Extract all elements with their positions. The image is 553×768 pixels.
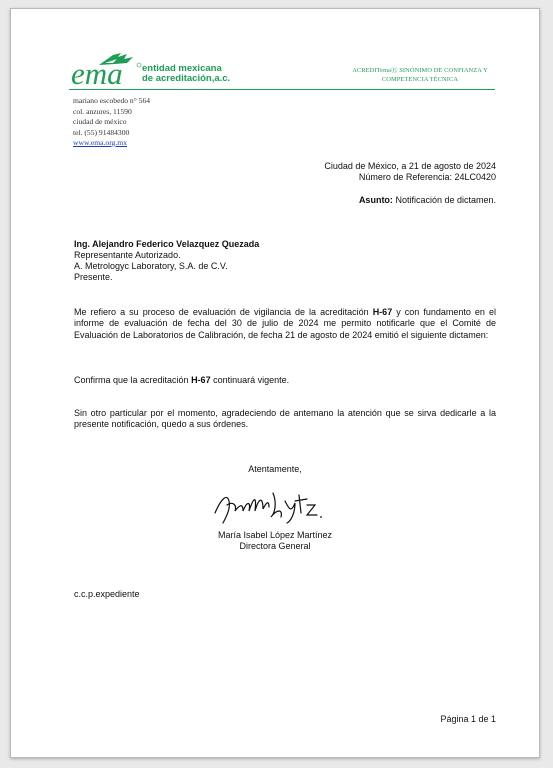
- closing-salutation: Atentamente,: [248, 464, 302, 474]
- ema-logo: [69, 51, 147, 89]
- p1-text-a: Me refiero a su proceso de evaluación de vigilancia de la acreditación: [74, 307, 373, 317]
- p2-accreditation-code: H-67: [191, 375, 211, 385]
- p2-text-b: continuará vigente.: [210, 375, 290, 385]
- subject-text: Notificación de dictamen.: [392, 195, 496, 205]
- p1-text-b: y con fundamento en el informe de evaluación de fecha del 30 de julio de 2024 me permito notificarle que el Comité de Evaluación de Laboratorios de Calibración, de fecha 21 de agosto de 2024 emitió el siguiente dictamen:: [74, 307, 496, 340]
- p2-text-a: Confirma que la acreditación: [74, 375, 192, 385]
- handwritten-signature: [211, 479, 331, 529]
- org-name-line1: entidad mexicana: [142, 63, 222, 74]
- header-tagline: [329, 67, 511, 84]
- place-date: Ciudad de México, a 21 de agosto de 2024: [324, 161, 496, 171]
- tagline-line2: COMPETENCIA TÉCNICA: [381, 75, 459, 83]
- addressee-name: Ing. Alejandro Federico Velazquez Quezada: [74, 239, 260, 249]
- p1-accreditation-code: H-67: [372, 307, 393, 317]
- subject-line: [359, 195, 496, 206]
- body-paragraph-2: [74, 375, 496, 386]
- signer-title: Directora General: [239, 541, 311, 551]
- org-name-line2: de acreditación,a.c.: [142, 73, 231, 84]
- address-line2: col. anzures, 11590: [73, 106, 132, 116]
- body-paragraph-1: [74, 307, 496, 341]
- sender-address: [73, 96, 150, 149]
- signer-block: [11, 530, 539, 552]
- addressee-company: A. Metrologyc Laboratory, S.A. de C.V.: [74, 261, 228, 271]
- tagline-line1: ACREDITemaⓇ SINÓNIMO DE CONFIANZA Y: [352, 67, 488, 74]
- carbon-copy: c.c.p.expediente: [74, 589, 140, 599]
- addressee-role: Representante Autorizado.: [74, 250, 181, 260]
- body-paragraph-3: Sin otro particular por el momento, agradeciendo de antemano la atención que se sirva dedicarle a la presente notificación, quedo a sus órdenes.: [74, 408, 496, 430]
- website-link[interactable]: www.ema.org.mx: [73, 138, 127, 147]
- address-phone: tel. (55) 91484300: [73, 127, 130, 137]
- organization-name: [142, 64, 230, 84]
- addressee-block: [74, 239, 259, 283]
- address-line1: mariano escobedo n° 564: [73, 96, 151, 105]
- address-line3: ciudad de méxico: [73, 117, 127, 126]
- addressee-closing: Presente.: [74, 272, 113, 282]
- header-divider: [69, 89, 495, 90]
- signer-name: María Isabel López Martínez: [217, 530, 333, 540]
- page-number: Página 1 de 1: [440, 714, 496, 724]
- subject-label: Asunto:: [358, 195, 393, 205]
- document-page: [10, 8, 540, 758]
- signature-graphic: [211, 479, 331, 529]
- reference-number: Número de Referencia: 24LC0420: [358, 172, 496, 182]
- svg-text:ema: ema: [71, 56, 123, 89]
- ema-logo-graphic: [69, 51, 147, 89]
